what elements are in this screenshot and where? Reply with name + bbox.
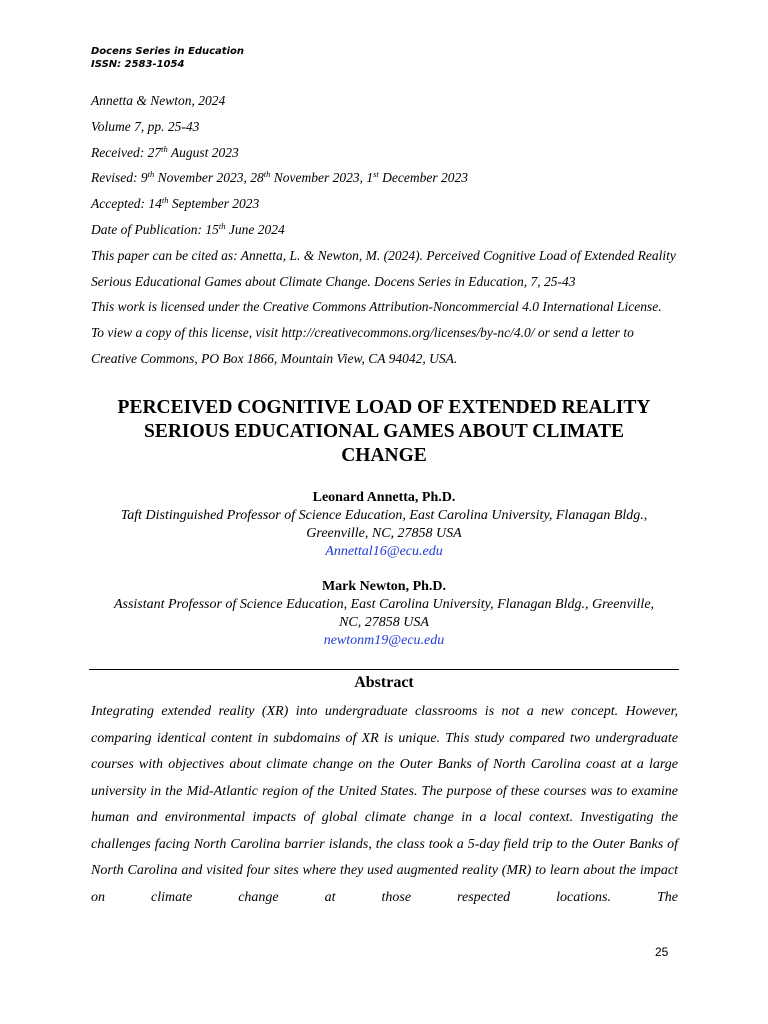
accepted-date: Accepted: 14th September 2023 <box>91 195 260 212</box>
abstract-heading: Abstract <box>354 674 414 691</box>
author-block-annetta <box>70 489 698 561</box>
author-affiliation-cont: NC, 27858 USA <box>339 615 429 630</box>
citation-line-1: This paper can be cited as: Annetta, L. & Newton, M. (2024). Perceived Cognitive Load of Extended Reality <box>91 247 676 263</box>
title-line-3: CHANGE <box>341 445 427 466</box>
license-line-3: Creative Commons, PO Box 1866, Mountain View, CA 94042, USA. <box>91 350 458 366</box>
authors-year: Annetta & Newton, 2024 <box>91 93 226 108</box>
journal-name: Docens Series in Education <box>91 46 245 57</box>
author-affiliation: Taft Distinguished Professor of Science Education, East Carolina University, Flanagan Bldg., <box>120 508 648 523</box>
author-affiliation-cont: Greenville, NC, 27858 USA <box>306 526 462 541</box>
license-line-2: To view a copy of this license, visit http://creativecommons.org/licenses/by-nc/4.0/ or send a letter to <box>91 325 634 341</box>
abstract-divider <box>89 669 679 670</box>
volume-pages: Volume 7, pp. 25-43 <box>91 118 200 134</box>
title-line-2: SERIOUS EDUCATIONAL GAMES ABOUT CLIMATE <box>143 421 625 442</box>
journal-header <box>91 45 244 71</box>
article-metadata <box>91 90 711 374</box>
author-email-link[interactable]: newtonm19@ecu.edu <box>323 633 445 648</box>
title-line-1: PERCEIVED COGNITIVE LOAD OF EXTENDED REALITY <box>117 397 651 418</box>
journal-issn: ISSN: 2583-1054 <box>91 59 185 70</box>
author-block-newton <box>70 578 698 650</box>
received-date: Received: 27th August 2023 <box>91 143 239 160</box>
license-line-1: This work is licensed under the Creative Commons Attribution-Noncommercial 4.0 International License. <box>91 299 662 315</box>
revised-dates: Revised: 9th November 2023, 28th November 2023, 1st December 2023 <box>91 169 468 186</box>
abstract-text: Integrating extended reality (XR) into undergraduate classrooms is not a new concept. However, comparing identical content in subdomains of XR is unique. This study compared two undergraduate courses with objectives about climate change on the Outer Banks of North Carolina coast at a large university in the Mid-Atlantic region of the United States. The purpose of these courses was to examine human and environmental impacts of global climate change in a local context. Investigating the challenges facing North Carolina barrier islands, the class took a 5-day field trip to the Outer Banks of North Carolina and visited four sites where they used augmented reality (MR) to learn about the impact on climate change at those respected locations. The <box>91 704 678 905</box>
page-number: 25 <box>655 945 669 959</box>
author-affiliation: Assistant Professor of Science Education, East Carolina University, Flanagan Bldg., Greenville, <box>113 597 655 612</box>
author-name: Mark Newton, Ph.D. <box>321 579 447 594</box>
author-email-link[interactable]: Annettal16@ecu.edu <box>325 544 443 559</box>
citation-line-2: Serious Educational Games about Climate Change. Docens Series in Education, 7, 25-43 <box>91 273 576 289</box>
paper-title <box>91 396 677 468</box>
author-name: Leonard Annetta, Ph.D. <box>312 490 456 505</box>
publication-date: Date of Publication: 15th June 2024 <box>91 220 285 237</box>
